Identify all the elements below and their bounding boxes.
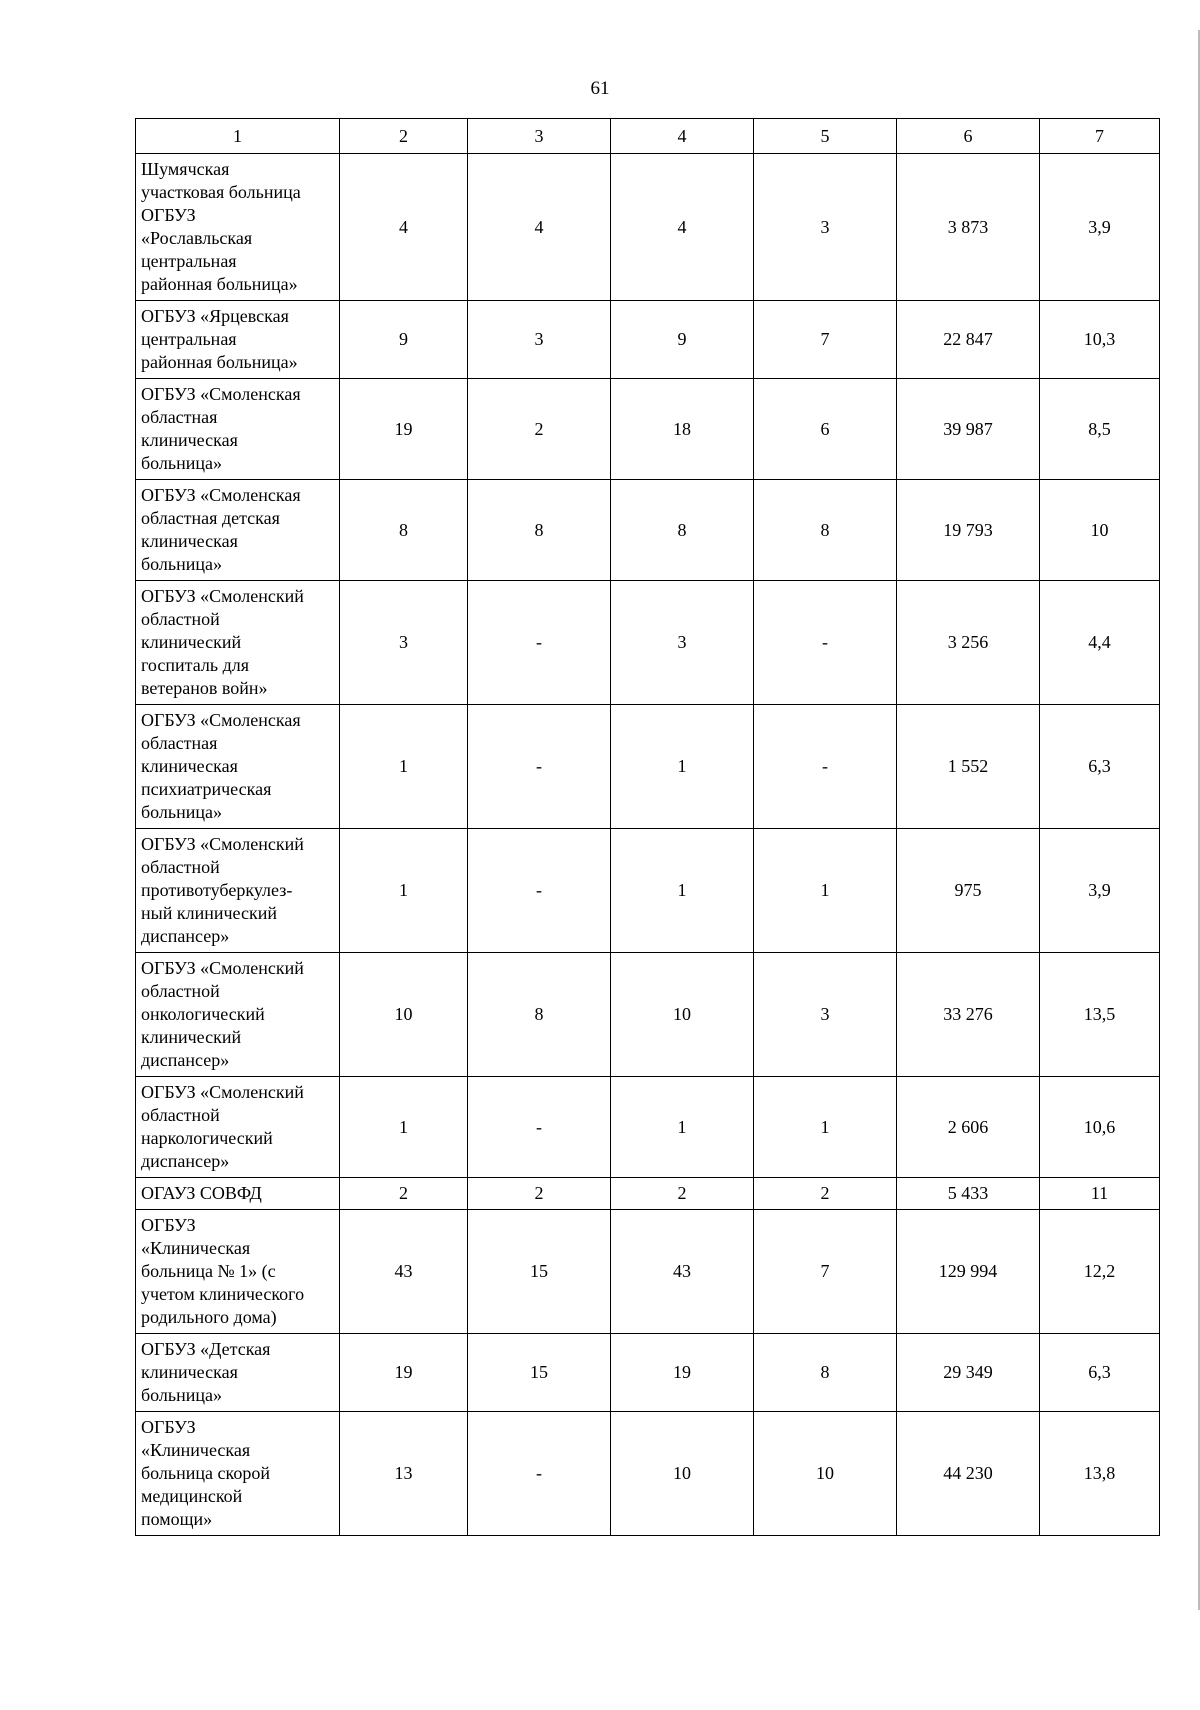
institution-name-cell: ОГБУЗ «Смоленская областная клиническая психиатрическая больница» — [136, 705, 340, 829]
value-cell-col-3: - — [468, 829, 611, 953]
institution-name-cell: Шумячская участковая больница ОГБУЗ «Рославльская центральная районная больница» — [136, 154, 340, 301]
value-cell-col-5: 6 — [754, 379, 897, 480]
institution-name-cell: ОГБУЗ «Детская клиническая больница» — [136, 1334, 340, 1412]
value-cell-col-7: 6,3 — [1040, 1334, 1160, 1412]
value-cell-col-2: 2 — [340, 1178, 468, 1210]
value-cell-col-7: 8,5 — [1040, 379, 1160, 480]
institution-name-cell: ОГБУЗ «Смоленская областная клиническая больница» — [136, 379, 340, 480]
value-cell-col-2: 1 — [340, 1077, 468, 1178]
value-cell-col-4: 1 — [611, 705, 754, 829]
value-cell-col-2: 43 — [340, 1210, 468, 1334]
value-cell-col-6: 44 230 — [897, 1412, 1040, 1536]
value-cell-col-4: 1 — [611, 829, 754, 953]
value-cell-col-2: 13 — [340, 1412, 468, 1536]
value-cell-col-7: 3,9 — [1040, 829, 1160, 953]
value-cell-col-6: 22 847 — [897, 301, 1040, 379]
table-row — [136, 1334, 1160, 1412]
value-cell-col-5: - — [754, 581, 897, 705]
value-cell-col-4: 9 — [611, 301, 754, 379]
value-cell-col-4: 3 — [611, 581, 754, 705]
institution-name-cell: ОГБУЗ «Смоленский областной клинический госпиталь для ветеранов войн» — [136, 581, 340, 705]
value-cell-col-2: 4 — [340, 154, 468, 301]
value-cell-col-5: 2 — [754, 1178, 897, 1210]
value-cell-col-4: 10 — [611, 953, 754, 1077]
institution-name-cell: ОГБУЗ «Смоленский областной онкологический клинический диспансер» — [136, 953, 340, 1077]
value-cell-col-6: 3 256 — [897, 581, 1040, 705]
value-cell-col-6: 975 — [897, 829, 1040, 953]
institution-name-cell: ОГБУЗ «Ярцевская центральная районная больница» — [136, 301, 340, 379]
institution-name-cell: ОГБУЗ «Смоленская областная детская клиническая больница» — [136, 480, 340, 581]
value-cell-col-2: 19 — [340, 1334, 468, 1412]
table-row — [136, 480, 1160, 581]
header-cell-1: 1 — [136, 119, 340, 154]
value-cell-col-6: 19 793 — [897, 480, 1040, 581]
value-cell-col-3: - — [468, 705, 611, 829]
value-cell-col-5: 10 — [754, 1412, 897, 1536]
value-cell-col-5: 1 — [754, 829, 897, 953]
value-cell-col-2: 19 — [340, 379, 468, 480]
table-row — [136, 829, 1160, 953]
institution-name-cell: ОГАУЗ СОВФД — [136, 1178, 340, 1210]
value-cell-col-4: 10 — [611, 1412, 754, 1536]
value-cell-col-2: 8 — [340, 480, 468, 581]
value-cell-col-6: 129 994 — [897, 1210, 1040, 1334]
table-row — [136, 953, 1160, 1077]
value-cell-col-6: 3 873 — [897, 154, 1040, 301]
value-cell-col-5: 8 — [754, 1334, 897, 1412]
value-cell-col-4: 4 — [611, 154, 754, 301]
value-cell-col-6: 29 349 — [897, 1334, 1040, 1412]
header-cell-3: 3 — [468, 119, 611, 154]
value-cell-col-3: 2 — [468, 1178, 611, 1210]
value-cell-col-3: 4 — [468, 154, 611, 301]
value-cell-col-7: 13,8 — [1040, 1412, 1160, 1536]
header-cell-7: 7 — [1040, 119, 1160, 154]
value-cell-col-3: 15 — [468, 1334, 611, 1412]
page-number: 61 — [590, 78, 610, 99]
value-cell-col-3: 8 — [468, 953, 611, 1077]
table-row — [136, 1077, 1160, 1178]
value-cell-col-4: 8 — [611, 480, 754, 581]
value-cell-col-6: 2 606 — [897, 1077, 1040, 1178]
value-cell-col-3: - — [468, 581, 611, 705]
value-cell-col-7: 10,3 — [1040, 301, 1160, 379]
value-cell-col-6: 5 433 — [897, 1178, 1040, 1210]
value-cell-col-2: 3 — [340, 581, 468, 705]
value-cell-col-3: 3 — [468, 301, 611, 379]
table-row — [136, 301, 1160, 379]
value-cell-col-7: 6,3 — [1040, 705, 1160, 829]
header-cell-6: 6 — [897, 119, 1040, 154]
header-cell-5: 5 — [754, 119, 897, 154]
value-cell-col-4: 19 — [611, 1334, 754, 1412]
value-cell-col-5: - — [754, 705, 897, 829]
table-row — [136, 154, 1160, 301]
value-cell-col-4: 2 — [611, 1178, 754, 1210]
institution-name-cell: ОГБУЗ «Смоленский областной противотуберкулез- ный клинический диспансер» — [136, 829, 340, 953]
value-cell-col-6: 1 552 — [897, 705, 1040, 829]
value-cell-col-6: 39 987 — [897, 379, 1040, 480]
table-row — [136, 1412, 1160, 1536]
value-cell-col-2: 1 — [340, 829, 468, 953]
table-row — [136, 581, 1160, 705]
value-cell-col-7: 12,2 — [1040, 1210, 1160, 1334]
institution-name-cell: ОГБУЗ «Смоленский областной наркологический диспансер» — [136, 1077, 340, 1178]
value-cell-col-7: 13,5 — [1040, 953, 1160, 1077]
value-cell-col-7: 4,4 — [1040, 581, 1160, 705]
value-cell-col-7: 11 — [1040, 1178, 1160, 1210]
value-cell-col-3: 8 — [468, 480, 611, 581]
value-cell-col-5: 3 — [754, 953, 897, 1077]
header-row — [136, 119, 1160, 154]
value-cell-col-3: 15 — [468, 1210, 611, 1334]
table-row — [136, 379, 1160, 480]
value-cell-col-5: 7 — [754, 301, 897, 379]
table-row — [136, 705, 1160, 829]
value-cell-col-4: 18 — [611, 379, 754, 480]
value-cell-col-3: - — [468, 1412, 611, 1536]
value-cell-col-5: 3 — [754, 154, 897, 301]
value-cell-col-7: 3,9 — [1040, 154, 1160, 301]
value-cell-col-7: 10 — [1040, 480, 1160, 581]
value-cell-col-2: 1 — [340, 705, 468, 829]
table-row — [136, 1210, 1160, 1334]
data-table — [135, 118, 1160, 1536]
table-row — [136, 1178, 1160, 1210]
value-cell-col-4: 1 — [611, 1077, 754, 1178]
value-cell-col-2: 9 — [340, 301, 468, 379]
header-cell-2: 2 — [340, 119, 468, 154]
value-cell-col-3: 2 — [468, 379, 611, 480]
value-cell-col-2: 10 — [340, 953, 468, 1077]
value-cell-col-5: 1 — [754, 1077, 897, 1178]
value-cell-col-6: 33 276 — [897, 953, 1040, 1077]
value-cell-col-5: 7 — [754, 1210, 897, 1334]
header-cell-4: 4 — [611, 119, 754, 154]
value-cell-col-3: - — [468, 1077, 611, 1178]
value-cell-col-7: 10,6 — [1040, 1077, 1160, 1178]
institution-name-cell: ОГБУЗ «Клиническая больница № 1» (с учетом клинического родильного дома) — [136, 1210, 340, 1334]
value-cell-col-5: 8 — [754, 480, 897, 581]
value-cell-col-4: 43 — [611, 1210, 754, 1334]
institution-name-cell: ОГБУЗ «Клиническая больница скорой медицинской помощи» — [136, 1412, 340, 1536]
